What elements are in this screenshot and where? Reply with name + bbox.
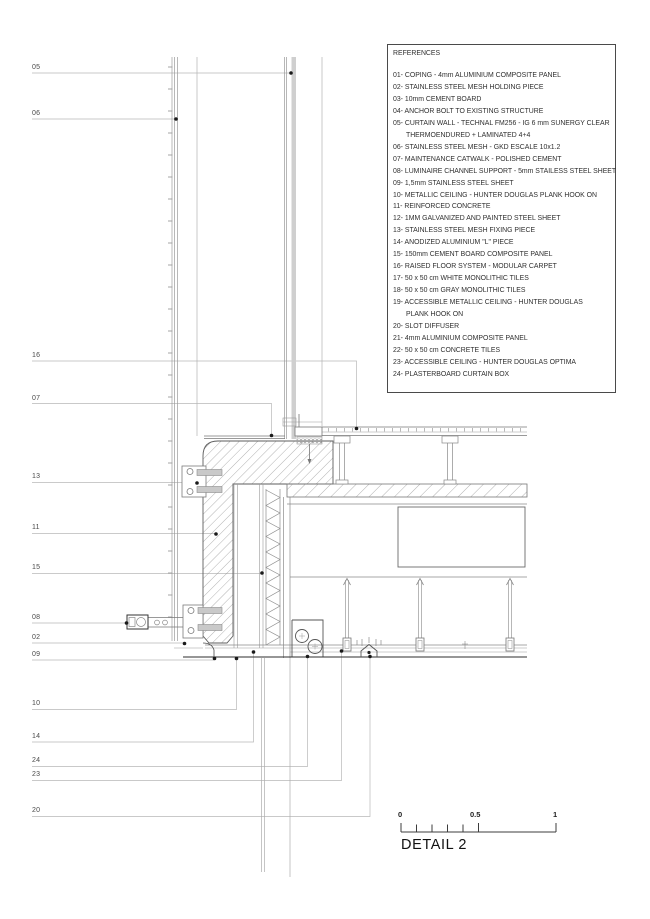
curtain-wall-mullion [285,57,323,439]
floor-pedestal [442,436,458,484]
callout-label-13: 13 [32,473,41,480]
callout-label-06: 06 [32,110,41,117]
reference-item: 09- 1,5mm STAINLESS STEEL SHEET [393,179,514,187]
reference-item: 17- 50 x 50 cm WHITE MONOLITHIC TILES [393,275,529,283]
callout-label-16: 16 [32,352,41,359]
suspended-ceiling [183,645,527,657]
reference-item: 07- MAINTENANCE CATWALK - POLISHED CEMENT [393,155,562,163]
scale-bar [401,823,556,832]
scale-label-0.5: 0.5 [470,810,481,819]
reference-item: PLANK HOOK ON [406,311,464,319]
reference-item: 04- ANCHOR BOLT TO EXISTING STRUCTURE [393,107,544,115]
callout-label-07: 07 [32,395,41,402]
callout-label-20: 20 [32,807,41,814]
reference-item: 21- 4mm ALUMINIUM COMPOSITE PANEL [393,334,528,342]
stainless-steel-mesh [172,57,178,641]
reference-item: 06- STAINLESS STEEL MESH - GKD ESCALE 10x1.2 [393,143,561,151]
reference-item: 01- COPING - 4mm ALUMINIUM COMPOSITE PANEL [393,72,561,79]
panel-joint-lines [262,658,291,877]
scale-label-1: 1 [553,810,558,819]
callout-label-10: 10 [32,700,41,707]
mesh-weave-ticks [168,64,173,636]
reference-item: THERMOENDURED + LAMINATED 4+4 [406,131,531,139]
callout-label-15: 15 [32,564,41,571]
callout-label-14: 14 [32,733,41,740]
reference-item: 19- ACCESSIBLE METALLIC CEILING - HUNTER DOUGLAS [393,299,583,307]
reference-item: 05- CURTAIN WALL - TECHNAL FM256 - IG 6 mm SUNERGY CLEAR [393,119,610,127]
callout-label-11: 11 [32,524,40,531]
insulation-layer [266,489,280,645]
references-box [387,44,616,393]
reference-item: 08- LUMINAIRE CHANNEL SUPPORT - 5mm STAILESS STEEL SHEET [393,167,617,175]
reference-item: 12- 1MM GALVANIZED AND PAINTED STEEL SHEET [393,215,561,223]
drawing-title: DETAIL 2 [401,837,468,853]
reference-item: 22- 50 x 50 cm CONCRETE TILES [393,346,501,354]
slot-diffuser [357,637,381,657]
callout-label-09: 09 [32,651,41,658]
reference-item: 10- METALLIC CEILING - HUNTER DOUGLAS PLANK HOOK ON [393,191,597,199]
reference-item: 15- 150mm CEMENT BOARD COMPOSITE PANEL [393,251,553,259]
reference-item: 23- ACCESSIBLE CEILING - HUNTER DOUGLAS OPTIMA [393,358,577,366]
scale-label-0: 0 [398,810,403,819]
cement-board-panel [234,484,263,648]
reference-item: 14- ANODIZED ALUMINIUM "L" PIECE [393,239,514,247]
reference-item: 24- PLASTERBOARD CURTAIN BOX [393,370,510,378]
callout-label-05: 05 [32,64,41,71]
floor-slab-hatch [287,484,527,497]
plasterboard-curtain-box [292,620,323,657]
references-list [393,70,617,381]
raised-floor-system [322,427,527,484]
callout-label-23: 23 [32,771,41,778]
reference-item: 11- REINFORCED CONCRETE [393,203,491,211]
reference-item: 20- SLOT DIFFUSER [393,323,460,331]
leader-endpoint-dots [125,71,372,660]
floor-pedestal [334,436,350,484]
reference-item: 16- RAISED FLOOR SYSTEM - MODULAR CARPET [393,263,557,271]
reference-item: 13- STAINLESS STEEL MESH FIXING PIECE [393,227,536,235]
reference-item: 02- STAINLESS STEEL MESH HOLDING PIECE [393,83,544,91]
interior-beam-outline [398,507,525,567]
interior-wall-face [284,497,528,658]
callout-label-08: 08 [32,614,41,621]
callout-label-24: 24 [32,757,41,764]
references-title: REFERENCES [393,50,441,57]
reference-item: 18- 50 x 50 cm GRAY MONOLITHIC TILES [393,287,526,295]
callout-label-02: 02 [32,634,41,641]
reference-item: 03- 10mm CEMENT BOARD [393,95,482,103]
